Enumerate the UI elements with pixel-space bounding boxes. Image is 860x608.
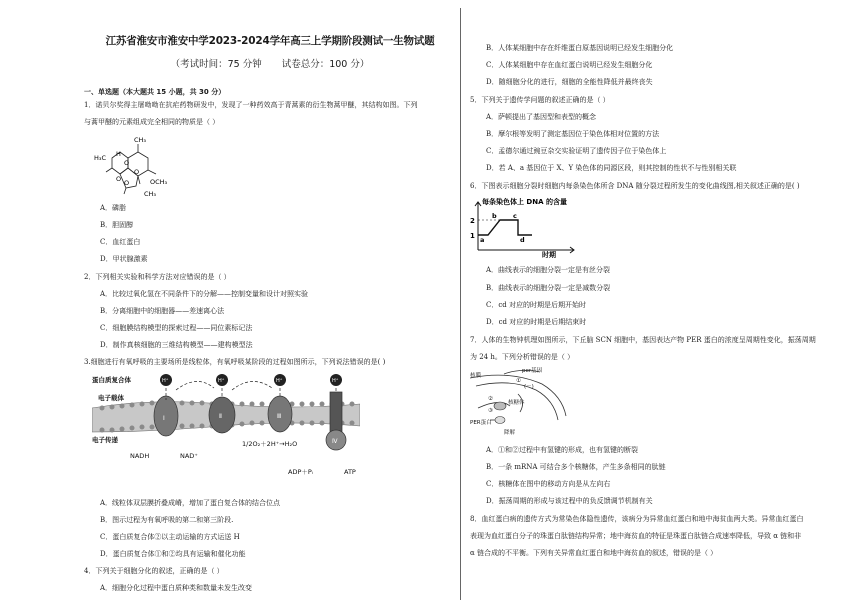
q6-option-a: A．曲线表示的细胞分裂一定是有丝分裂	[486, 266, 611, 274]
q4-option-a: A．细胞分化过程中蛋白质种类和数量未发生改变	[100, 584, 253, 592]
q7-stem-line2: 为 24 h。下列分析错误的是（ ）	[470, 353, 575, 361]
q6-option-c: C．cd 对应的时期是后期开始时	[486, 301, 586, 309]
graph-ylabel: 每条染色体上 DNA 的含量	[482, 198, 567, 206]
q1-option-c: C．血红蛋白	[100, 238, 141, 246]
graph-point-d: d	[520, 236, 525, 244]
graph-point-c: c	[513, 212, 517, 220]
hplus-4: H⁺	[332, 378, 339, 384]
q7-option-c: C．核糖体在图中的移动方向是从左向右	[486, 480, 611, 488]
label-c1: ①	[516, 378, 521, 384]
q4-stem: 4．下列关于细胞分化的叙述，正确的是（ ）	[84, 567, 224, 575]
q8-stem-line3: α 链合成的不平衡。下列有关异常血红蛋白和地中海贫血的叙述，错误的是（ ）	[470, 549, 718, 557]
q1-option-b: B．胆固醇	[100, 221, 134, 229]
q3-option-a: A．线粒体双层膜折叠成嵴，增加了蛋白复合体的结合位点	[100, 499, 281, 507]
q1-option-a: A．磷脂	[100, 204, 127, 212]
struct-ch3-top: CH₃	[134, 136, 147, 144]
q5-option-b: B．摩尔根等发明了测定基因位于染色体相对位置的方法	[486, 130, 660, 138]
q2-stem: 2．下列相关实验和科学方法对应错误的是（ ）	[84, 273, 231, 281]
label-electron-carrier: 电子载体	[98, 394, 124, 402]
q8-stem-line1: 8．血红蛋白病的遗传方式为常染色体隐性遗传，该病分为异常血红蛋白和地中海贫血两大类。异常血红蛋白	[470, 515, 804, 523]
label-per-protein: PER蛋白	[470, 420, 492, 426]
label-o2-equation: 1/2O₂＋2H⁺→H₂O	[242, 440, 298, 448]
dna-content-graph	[470, 196, 580, 258]
electron-transport-chain-figure	[92, 370, 360, 490]
q5-stem: 5．下列关于遗传学问题的叙述正确的是（ ）	[470, 96, 610, 104]
q7-option-d: D．振荡周期的形成与该过程中的负反馈调节机制有关	[486, 497, 653, 505]
right-column	[470, 0, 830, 608]
struct-ch3-left: H₃C	[94, 154, 107, 162]
label-nad: NAD⁺	[180, 452, 198, 460]
q6-option-b: B．曲线表示的细胞分裂一定是减数分裂	[486, 284, 611, 292]
graph-point-a: a	[480, 236, 485, 244]
label-c3: ③	[488, 408, 493, 414]
complex-4-label: Ⅳ	[332, 438, 338, 445]
struct-och3: OCH₃	[150, 178, 168, 186]
q7-stem-line1: 7．人体的生物钟机理如图所示，下丘脑 SCN 细胞中，基因表达产物 PER 蛋白的浓度呈周期性变化，振荡周期	[470, 336, 816, 344]
graph-xlabel: 时期	[542, 251, 556, 258]
q2-option-b: B．分离细胞中的细胞器——差速离心法	[100, 307, 225, 315]
q2-option-a: A．比较过氧化氢在不同条件下的分解——控制变量和设计对照实验	[100, 290, 309, 298]
q8-stem-line2: 表现为血红蛋白分子的珠蛋白肽链结构异常；地中海贫血的特征是珠蛋白肽链合成速率降低，导致 α 链和非	[470, 532, 802, 540]
label-nadh: NADH	[130, 452, 150, 460]
graph-y-tick-2: 2	[470, 217, 475, 225]
q1-option-d: D．甲状腺激素	[100, 255, 148, 263]
q2-option-c: C．细胞膜结构模型的探索过程——同位素标记法	[100, 324, 253, 332]
hplus-2: H⁺	[218, 378, 225, 384]
q4-option-d: D．随细胞分化的进行，细胞的全能性降低并最终丧失	[486, 78, 653, 86]
q3-option-c: C．蛋白质复合体②以主动运输的方式运送 H	[100, 533, 240, 541]
total-score: 试卷总分：100 分）	[281, 59, 370, 70]
q5-option-a: A．萨顿提出了基因型和表型的概念	[486, 113, 597, 121]
q7-option-b: B．一条 mRNA 可结合多个核糖体，产生多条相同的肽链	[486, 463, 666, 471]
label-minus: (－)	[524, 384, 534, 390]
struct-o3: O	[134, 168, 140, 176]
q3-option-d: D．蛋白质复合体①和②均具有运输和催化功能	[100, 550, 246, 558]
circadian-clock-figure	[470, 364, 580, 436]
label-degrade: 降解	[504, 430, 516, 436]
artemether-structure-figure	[94, 132, 184, 202]
q5-option-d: D．若 A、a 基因位于 X、Y 染色体的同源区段，则其控制的性状不与性别相关联	[486, 164, 737, 172]
label-nucleus: 核膜	[470, 373, 482, 379]
q2-option-d: D．制作真核细胞的三维结构模型——建构模型法	[100, 341, 253, 349]
label-protein-complex: 蛋白质复合体	[92, 376, 131, 384]
q3-stem: 3.细胞进行有氧呼吸的主要场所是线粒体，有氧呼吸某阶段的过程如图所示，下列说法错误的是( )	[84, 358, 386, 366]
label-atp: ATP	[344, 468, 356, 476]
q5-option-c: C．孟德尔通过豌豆杂交实验证明了遗传因子位于染色体上	[486, 147, 667, 155]
q7-option-a: A．①和②过程中有氢键的形成，也有氢键的断裂	[486, 446, 639, 454]
struct-o2: O	[116, 175, 122, 183]
page-title: 江苏省淮安市淮安中学2023-2024学年高三上学期阶段测试一生物试题	[105, 35, 435, 47]
struct-h: H	[116, 150, 121, 158]
label-adp: ADP＋Pᵢ	[288, 468, 313, 476]
exam-time: （考试时间：75 分钟	[170, 59, 262, 70]
graph-point-b: b	[492, 212, 497, 220]
hplus-1: H⁺	[162, 378, 169, 384]
struct-ch3-bottom: CH₃	[144, 190, 157, 198]
label-ribosome: 核糖体	[508, 400, 525, 406]
struct-o4: O	[124, 179, 130, 187]
q6-stem: 6．下图表示细胞分裂时细胞内每条染色体所含 DNA 随分裂过程所发生的变化曲线图,相关叙述正确的是( )	[470, 182, 800, 190]
q6-option-d: D．cd 对应的时期是后期结束时	[486, 318, 587, 326]
complex-3-label: Ⅲ	[277, 413, 282, 420]
struct-o1: O	[124, 159, 130, 167]
complex-2-label: Ⅱ	[219, 413, 222, 420]
graph-y-tick-1: 1	[470, 232, 475, 240]
q3-option-b: B．图示过程为有氧呼吸的第二和第三阶段.	[100, 516, 234, 524]
label-c2: ②	[488, 396, 493, 402]
complex-1-label: Ⅰ	[163, 415, 165, 422]
column-divider	[460, 8, 461, 600]
q1-stem-line2: 与蒿甲醚的元素组成完全相同的物质是（ ）	[84, 118, 220, 126]
label-electron-transfer: 电子传递	[92, 436, 118, 444]
hplus-3: H⁺	[276, 378, 283, 384]
left-column	[84, 0, 456, 608]
section-heading: 一、单选题（本大题共 15 小题，共 30 分）	[84, 88, 226, 96]
q4-option-c: C．人体某细胞中存在血红蛋白说明已经发生细胞分化	[486, 61, 653, 69]
q4-option-b: B．人体某细胞中存在纤维蛋白原基因说明已经发生细胞分化	[486, 44, 674, 52]
q1-stem-line1: 1．诺贝尔奖得主屠呦呦在抗疟药物研发中，发现了一种药效高于青蒿素的衍生物蒿甲醚，其结构如图。下列	[84, 101, 418, 109]
exam-info	[84, 60, 456, 71]
label-per-gene: per基因	[522, 368, 543, 374]
